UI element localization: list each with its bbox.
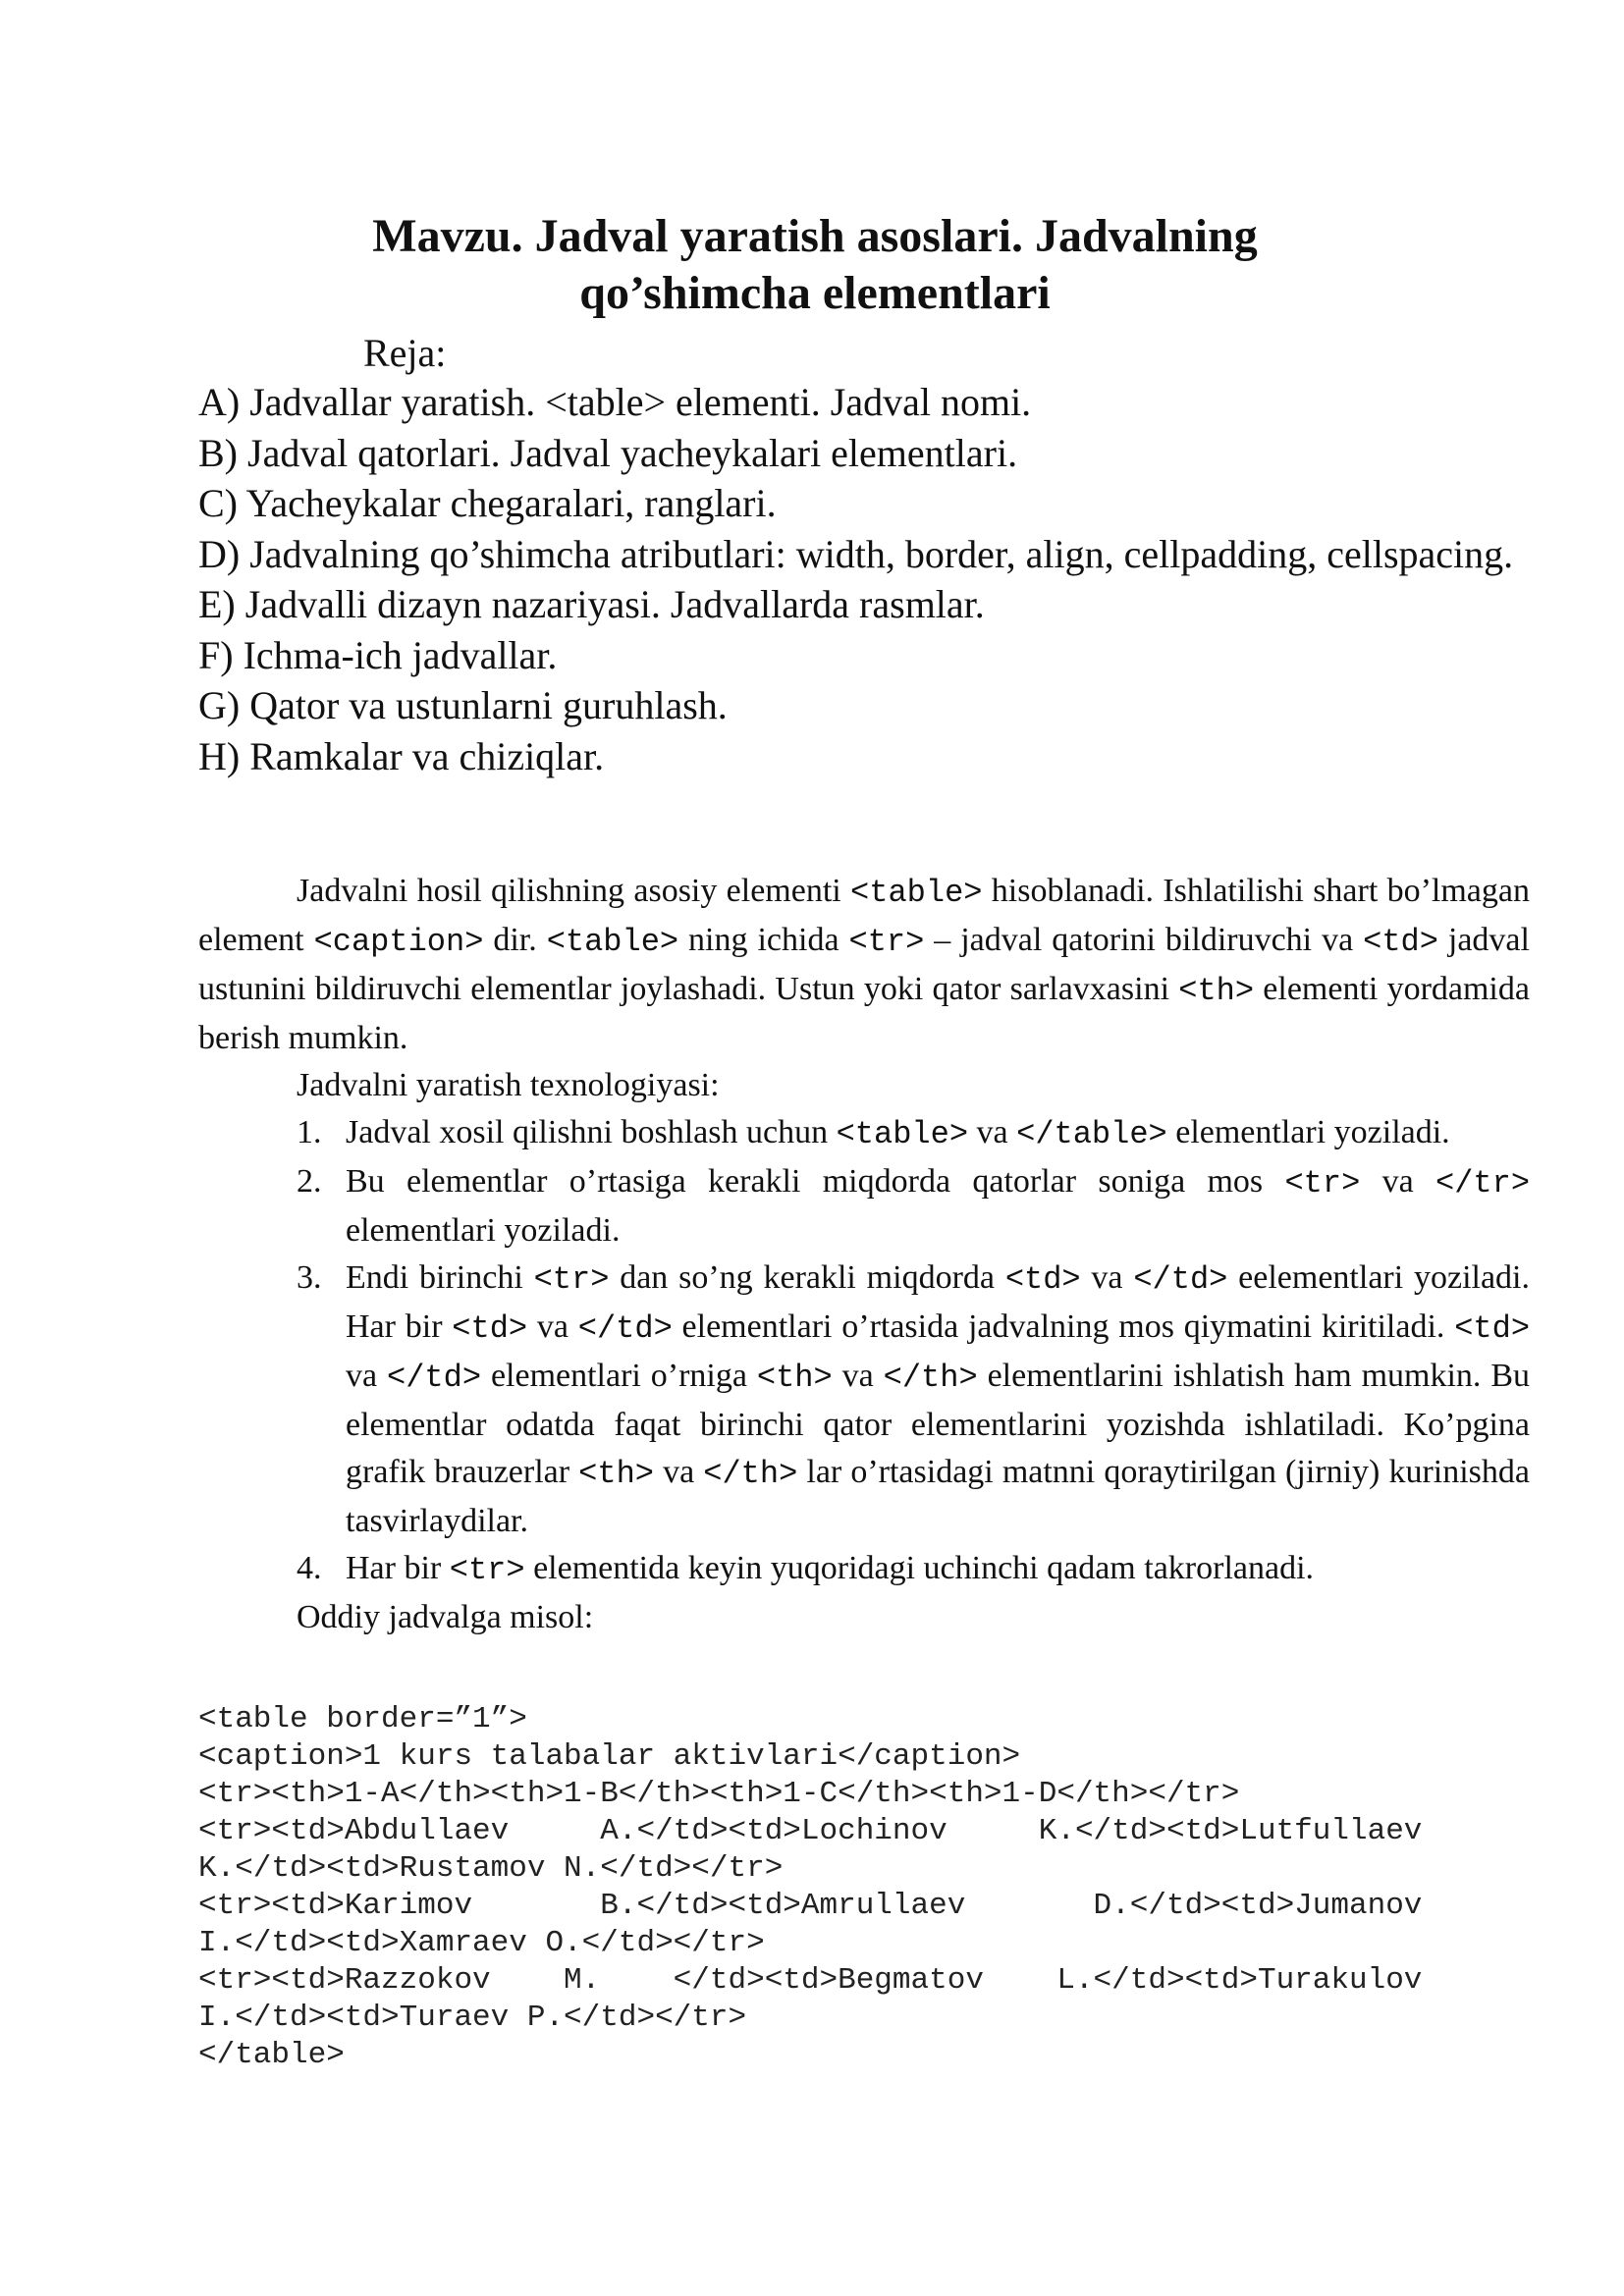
code-line: <table border=”1”>	[198, 1702, 527, 1736]
code-inline: <tr>	[533, 1261, 610, 1298]
text: Jadval xosil qilishni boshlash uchun	[346, 1114, 837, 1150]
code-inline: <td>	[1363, 924, 1438, 960]
text: va	[968, 1114, 1017, 1150]
plan-item-e: E) Jadvalli dizayn nazariyasi. Jadvallarda rasmlar.	[198, 582, 985, 626]
code-inline: <table>	[546, 924, 679, 960]
code-line: <tr><td>Abdullaev A.</td><td>Lochinov K.</td><td>Lutfullaev	[198, 1814, 1423, 1848]
text: elementlari yoziladi.	[346, 1212, 621, 1249]
text: elementi yordamida berish mumkin.	[198, 971, 1530, 1056]
plan-item-c: C) Yacheykalar chegaralari, ranglari.	[198, 481, 777, 525]
plan-item-g: G) Qator va ustunlarni guruhlash.	[198, 683, 728, 727]
text: dir.	[483, 922, 547, 958]
text: elementlari o’rniga	[481, 1358, 757, 1394]
code-line: I.</td><td>Turaev P.</td></tr>	[198, 2001, 747, 2035]
plan-item-d: D) Jadvalning qo’shimcha atributlari: width, border, align, cellpadding, cellspacing.	[198, 531, 1514, 576]
code-line: I.</td><td>Xamraev O.</td></tr>	[198, 1926, 765, 1960]
text: Jadvalni hosil qilishning asosiy elementi	[297, 873, 851, 909]
code-inline: </th>	[883, 1360, 978, 1396]
code-line: <tr><td>Razzokov M. </td><td>Begmatov L.</td><td>Turakulov	[198, 1963, 1423, 1998]
code-inline: <tr>	[1284, 1165, 1361, 1201]
step-2	[198, 1158, 1530, 1255]
plan-item-f: F) Ichma-ich jadvallar.	[198, 632, 558, 677]
code-inline: <caption>	[313, 924, 484, 960]
text: eelementlari yoziladi. Har bir	[346, 1259, 1531, 1345]
text: va	[346, 1358, 388, 1394]
text: va	[1080, 1259, 1134, 1296]
text: va	[527, 1308, 578, 1345]
text: – jadval qatorini bildiruvchi va	[924, 922, 1364, 958]
step-3	[198, 1255, 1530, 1545]
code-inline: <td>	[1004, 1261, 1081, 1298]
code-inline: <th>	[1178, 973, 1255, 1009]
title-line-2: qo’shimcha elementlari	[579, 267, 1051, 319]
code-inline: </table>	[1016, 1116, 1167, 1152]
text: Har bir	[346, 1550, 450, 1586]
text: dan so’ng kerakli miqdorda	[609, 1259, 1005, 1296]
code-inline: <tr>	[449, 1552, 525, 1588]
step-number: 1.	[297, 1114, 322, 1150]
text: ning ichida	[678, 922, 849, 958]
code-line: <caption>1 kurs talabalar aktivlari</caption>	[198, 1739, 1021, 1774]
code-inline: <td>	[452, 1310, 528, 1347]
text: elementlari yoziladi.	[1166, 1114, 1450, 1150]
text: va	[653, 1454, 704, 1490]
text: Endi birinchi	[346, 1259, 534, 1296]
step-number: 4.	[297, 1550, 322, 1586]
code-line: K.</td><td>Rustamov N.</td></tr>	[198, 1851, 784, 1886]
code-inline: </td>	[1133, 1261, 1228, 1298]
text: va	[832, 1358, 884, 1394]
code-line: </table>	[198, 2038, 345, 2072]
page-title	[196, 208, 1434, 322]
plan-list	[198, 377, 1514, 781]
intro-paragraph	[198, 868, 1530, 1062]
code-inline: <table>	[850, 875, 983, 911]
text: lar o’rtasidagi matnni qoraytirilgan (jirniy) kurinishda tasvirlaydilar.	[346, 1454, 1531, 1539]
step-number: 2.	[297, 1163, 322, 1200]
plan-item-b: B) Jadval qatorlari. Jadval yacheykalari elementlari.	[198, 430, 1018, 475]
text: elementlari o’rtasida jadvalning mos qiymatini kiritiladi.	[672, 1308, 1455, 1345]
code-inline: <td>	[1454, 1310, 1531, 1347]
code-inline: <th>	[756, 1360, 833, 1396]
steps-list	[198, 1109, 1530, 1594]
code-inline: </tr>	[1435, 1165, 1531, 1201]
code-inline: <tr>	[848, 924, 925, 960]
example-heading: Oddiy jadvalga misol:	[297, 1599, 594, 1635]
body-text	[198, 868, 1530, 1641]
technology-heading: Jadvalni yaratish texnologiyasi:	[297, 1067, 720, 1103]
text: elementlarini ishlatish ham mumkin. Bu elementlar odatda faqat birinchi qator elementlarini yozishda ishlatiladi. Ko’pgina grafik brauzerlar	[346, 1358, 1531, 1490]
title-line-1: Mavzu. Jadval yaratish asoslari. Jadvalning	[372, 210, 1258, 262]
step-1	[198, 1109, 1530, 1158]
text: va	[1360, 1163, 1435, 1200]
plan-item-h: H) Ramkalar va chiziqlar.	[198, 733, 605, 778]
text: jadval ustunini bildiruvchi elementlar joylashadi. Ustun yoki qator sarlavxasini	[198, 922, 1530, 1007]
code-inline: </th>	[703, 1456, 798, 1492]
example-code-block	[198, 1701, 1534, 2074]
plan-heading: Reja:	[363, 331, 447, 375]
text: hisoblanadi. Ishlatilishi shart bo’lmagan element	[198, 873, 1530, 958]
code-inline: </td>	[577, 1310, 673, 1347]
code-line: <tr><td>Karimov B.</td><td>Amrullaev D.</td><td>Jumanov	[198, 1889, 1423, 1923]
code-inline: <th>	[578, 1456, 654, 1492]
code-line: <tr><th>1-A</th><th>1-B</th><th>1-C</th><th>1-D</th></tr>	[198, 1777, 1240, 1811]
step-4	[198, 1545, 1530, 1594]
code-inline: </td>	[387, 1360, 482, 1396]
step-number: 3.	[297, 1259, 322, 1296]
text: Bu elementlar o’rtasiga kerakli miqdorda qatorlar soniga mos	[346, 1163, 1285, 1200]
code-inline: <table>	[836, 1116, 969, 1152]
text: elementida keyin yuqoridagi uchinchi qadam takrorlanadi.	[524, 1550, 1315, 1586]
plan-item-a: A) Jadvallar yaratish. <table> elementi. Jadval nomi.	[198, 380, 1032, 424]
